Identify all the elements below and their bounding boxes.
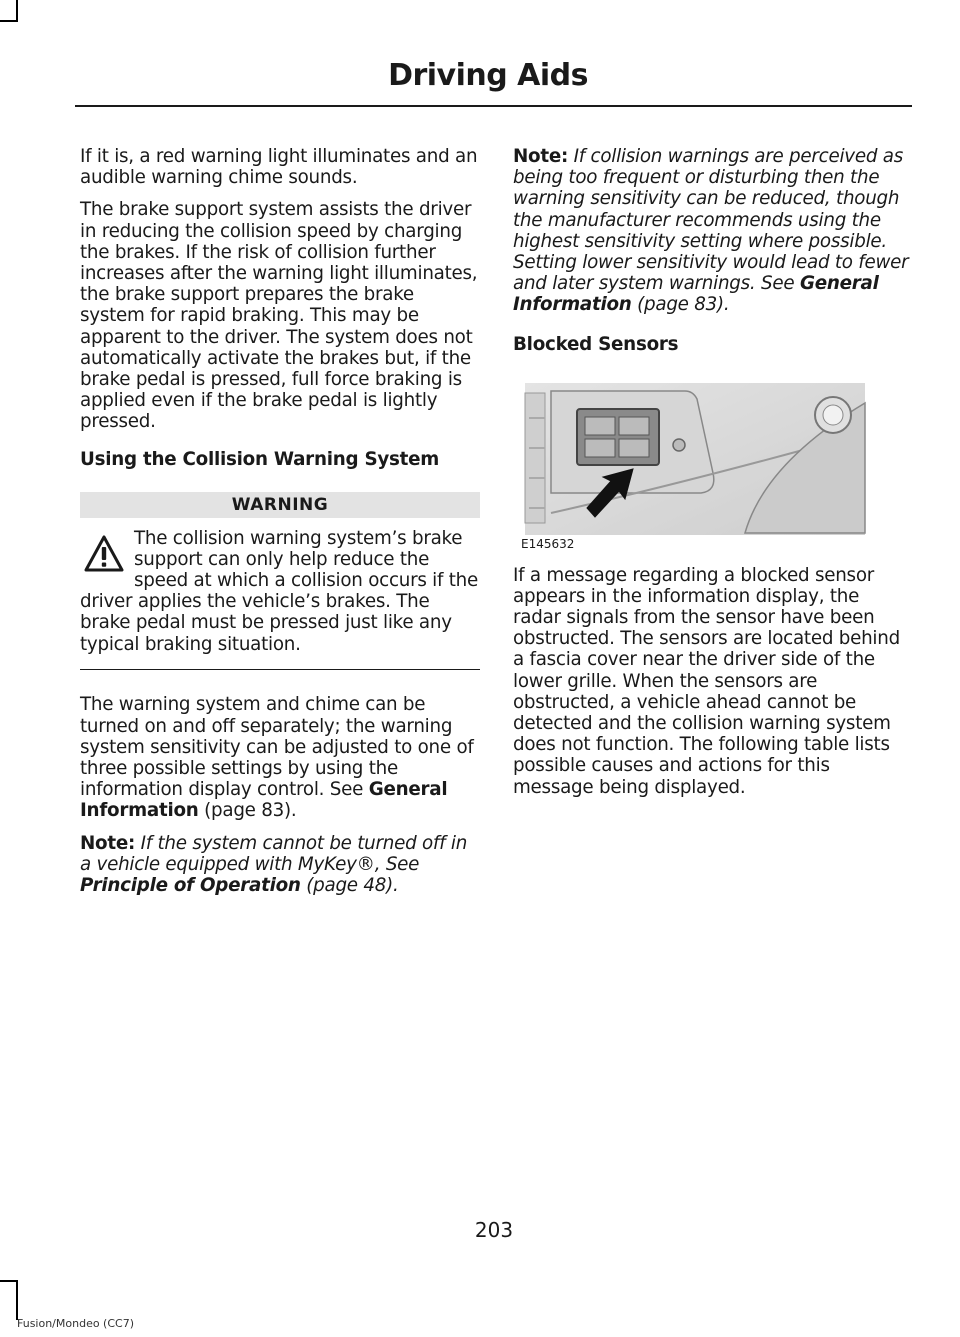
warning-divider: [80, 669, 480, 671]
page-reference: (page 83).: [198, 800, 297, 822]
warning-triangle-icon: [84, 534, 124, 574]
paragraph-red-warning: If it is, a red warning light illuminates and an audible warning chime sounds.: [80, 146, 478, 189]
page-reference: (page 48).: [300, 874, 399, 896]
warning-text: The collision warning system’s brake support can only help reduce the speed at which a collision occurs if the driver applies the vehicle’s brakes. The brake pedal must be pressed just like any typical braking situation.: [80, 527, 479, 655]
crop-mark-bl-v: [16, 1280, 18, 1320]
warning-title: WARNING: [80, 492, 480, 518]
right-column: [513, 146, 909, 809]
paragraph-blocked-sensor: If a message regarding a blocked sensor appears in the information display, the radar signals from the sensor have been obstructed. The sensors are located behind a fascia cover near the driver side of the lower grille. When the sensors are obstructed, a vehicle ahead cannot be detected and the collision warning system does not function. The following table lists possible causes and actions for this message being displayed.: [513, 564, 900, 798]
warning-settings-text: The warning system and chime can be turned on and off separately; the warning system sensitivity can be adjusted to one of three possible settings by using the information display control. See: [80, 694, 474, 801]
figure-label: E145632: [521, 536, 575, 551]
link-general-information[interactable]: General Information: [513, 273, 879, 316]
note-label: Note:: [80, 832, 136, 854]
note-mykey: [80, 833, 480, 897]
left-column: [80, 146, 480, 907]
page-title: Driving Aids: [388, 58, 588, 93]
page-reference: (page 83).: [631, 294, 730, 316]
header-rule: [75, 105, 912, 107]
note-text: If the system cannot be turned off in a vehicle equipped with MyKey®, See: [80, 832, 468, 875]
crop-mark-tl-h: [0, 20, 18, 22]
link-principle-of-operation[interactable]: Principle of Operation: [80, 874, 301, 896]
warning-box: [80, 528, 480, 655]
note-sensitivity: [513, 146, 909, 316]
footer-model: Fusion/Mondeo (CC7): [17, 1317, 135, 1330]
note-label: Note:: [513, 146, 569, 167]
section-heading-blocked-sensors: Blocked Sensors: [513, 333, 679, 355]
sensor-illustration: [515, 373, 871, 551]
note-text: If collision warnings are perceived as being too frequent or disturbing then the warning sensitivity can be reduced, though the manufacturer recommends using the highest sensitivity setting where possible. Setting lower sensitivity would lead to fewer and later system warnings. See: [513, 146, 909, 295]
figure-sensor-location: [515, 373, 871, 551]
crop-mark-bl-h: [0, 1280, 18, 1282]
link-general-information[interactable]: General Information: [80, 779, 448, 822]
paragraph-brake-support: The brake support system assists the driver in reducing the collision speed by charging the brakes. If the risk of collision further increases after the warning light illuminates, the brake support prepares the brake system for rapid braking. This may be apparent to the driver. The system does not automatically activate the brakes but, if the brake pedal is pressed, full force braking is applied even if the brake pedal is lightly pressed.: [80, 199, 478, 433]
paragraph-warning-settings: [80, 694, 480, 821]
section-heading-using-collision-warning: Using the Collision Warning System: [80, 448, 440, 470]
page-number: 203: [474, 1218, 514, 1242]
crop-mark-tl-v: [16, 0, 18, 22]
